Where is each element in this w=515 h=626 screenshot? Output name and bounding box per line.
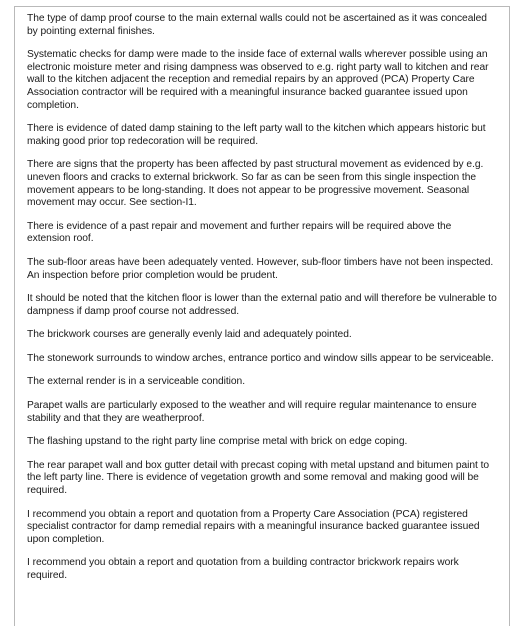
paragraph-past-repair: There is evidence of a past repair and movement and further repairs will be required above the extension roof.: [27, 220, 452, 245]
paragraph-pca-recommendation: I recommend you obtain a report and quotation from a Property Care Association (PCA) registered specialist contractor for damp remedial repairs with a meaningful insurance backed guarantee issued upon completion.: [27, 508, 480, 545]
paragraph-rear-parapet: The rear parapet wall and box gutter detail with precast coping with metal upstand and bitumen paint to the left party line. There is evidence of vegetation growth and some removal and making good will be required.: [27, 459, 490, 497]
report-page: [14, 6, 510, 626]
paragraph-brickwork: The brickwork courses are generally evenly laid and adequately pointed.: [27, 329, 352, 341]
paragraph-kitchen-floor: It should be noted that the kitchen floor is lower than the external patio and will therefore be vulnerable to dampness if damp proof course not addressed.: [27, 293, 497, 317]
paragraph-damp-staining: There is evidence of dated damp staining to the left party wall to the kitchen which appears historic but making good prior top redecoration will be required.: [27, 123, 486, 147]
paragraph-structural-movement: There are signs that the property has been affected by past structural movement as evidenced by e.g. uneven floors and cracks to external brickwork. So far as can be seen from this single inspection the movement appears to be long-standing. It does not appear to be progressive movement. Seasonal movement may occur. See section-I1.: [27, 159, 484, 209]
paragraph-damp-proof-course: The type of damp proof course to the main external walls could not be ascertained as it was concealed by pointing external finishes.: [27, 13, 487, 37]
paragraph-damp-checks: Systematic checks for damp were made to the inside face of external walls wherever possible using an electronic moisture meter and rising dampness was observed to e.g. right party wall to kitchen and rear wall to the kitchen adjacent the reception and remedial repairs by an approved (PCA) Property Care Association contractor will be required with a meaningful insurance backed guarantee issued upon completion.: [27, 49, 489, 111]
paragraph-sub-floor: The sub-floor areas have been adequately vented. However, sub-floor timbers have not been inspected. An inspection before prior completion would be prudent.: [27, 256, 494, 281]
paragraph-building-contractor-recommendation: I recommend you obtain a report and quotation from a building contractor brickwork repairs work required.: [27, 557, 459, 581]
paragraph-parapet-walls: Parapet walls are particularly exposed to the weather and will require regular maintenance to ensure stability and that they are weatherproof.: [27, 400, 477, 424]
paragraph-flashing-upstand: The flashing upstand to the right party line comprise metal with brick on edge coping.: [27, 436, 408, 448]
paragraph-external-render: The external render is in a serviceable condition.: [27, 376, 245, 388]
paragraph-stonework: The stonework surrounds to window arches, entrance portico and window sills appear to be serviceable.: [27, 352, 494, 364]
